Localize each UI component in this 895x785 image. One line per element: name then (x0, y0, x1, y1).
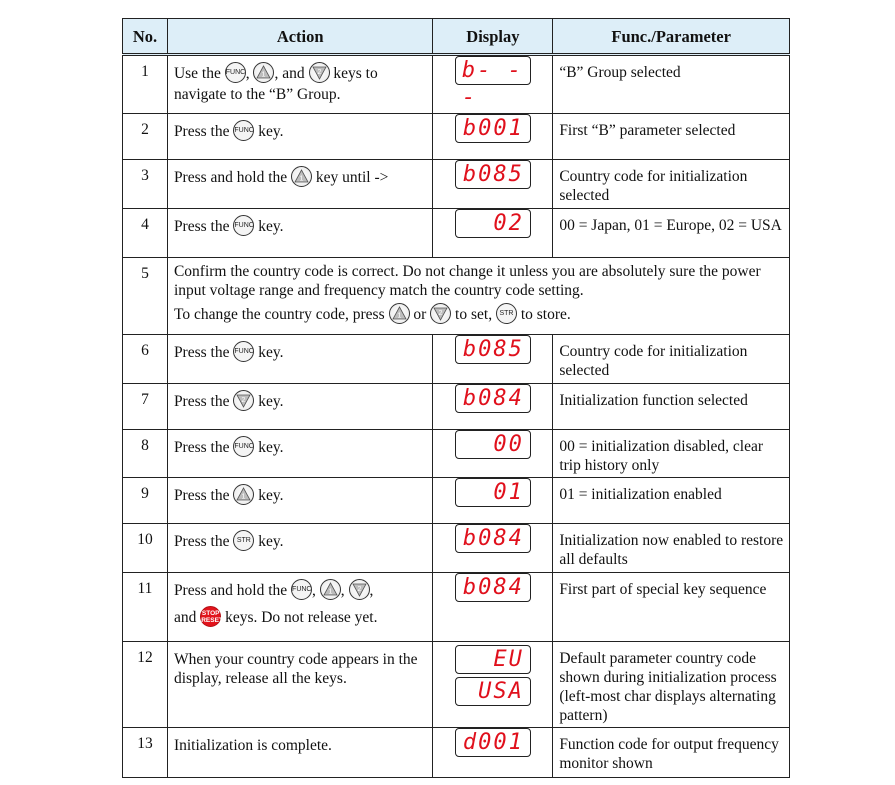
table-row (123, 114, 790, 160)
note-text: Confirm the country code is correct. Do not change it unless you are absolutely sure the power input voltage range and frequency match the country code setting. (173, 263, 761, 299)
up-key-icon (389, 303, 410, 324)
func-key-icon: FUNC (233, 436, 254, 457)
action-text: Press and hold the (173, 582, 288, 600)
func-cell: 00 = initialization disabled, clear trip history only (553, 430, 790, 478)
lcd-display: 02 (455, 209, 531, 238)
action-cell (167, 209, 433, 258)
lcd-display: 00 (455, 430, 531, 459)
step-number: 1 (123, 55, 168, 114)
table-row (123, 160, 790, 209)
svg-text:1: 1 (328, 588, 333, 596)
lcd-display: b084 (455, 573, 531, 602)
func-cell: 00 = Japan, 01 = Europe, 02 = USA (553, 209, 790, 258)
func-cell: Initialization function selected (553, 384, 790, 430)
func-cell: “B” Group selected (553, 55, 790, 114)
table-row (123, 573, 790, 642)
step-number: 12 (123, 642, 168, 728)
action-text: and (173, 609, 197, 627)
action-line (174, 608, 429, 629)
lcd-display: USA (455, 677, 531, 706)
down-key-icon (349, 579, 370, 600)
func-key-icon: FUNC (233, 120, 254, 141)
table-row (123, 728, 790, 778)
action-text: Press the (173, 439, 230, 457)
table-row (123, 55, 790, 114)
action-text: Press the (173, 393, 230, 411)
display-cell (433, 478, 553, 524)
stop-reset-key-icon (200, 606, 221, 627)
separator: , (340, 582, 345, 600)
table-row (123, 430, 790, 478)
func-key-icon: FUNC (233, 341, 254, 362)
note-cell (167, 258, 789, 335)
action-cell (167, 335, 433, 384)
display-cell (433, 573, 553, 642)
lcd-display: b084 (455, 524, 531, 553)
svg-text:1: 1 (397, 312, 401, 320)
display-cell (433, 384, 553, 430)
down-key-icon (233, 390, 254, 411)
table-header-row (123, 19, 790, 55)
action-line (174, 581, 429, 602)
func-key-icon: FUNC (233, 215, 254, 236)
action-cell (167, 478, 433, 524)
lcd-display: b001 (455, 114, 531, 143)
action-text: keys. Do not release yet. (225, 609, 378, 627)
lcd-display: 01 (455, 478, 531, 507)
func-key-icon: FUNC (225, 62, 246, 83)
table-row (123, 209, 790, 258)
header-action: Action (167, 19, 433, 55)
action-text: To change the country code, press (173, 306, 385, 324)
lcd-display: b- - - (455, 56, 531, 85)
lcd-display: b085 (455, 160, 531, 189)
procedure-table (122, 18, 790, 778)
action-text: Press the (173, 344, 230, 362)
step-number: 5 (123, 258, 168, 335)
func-cell: First part of special key sequence (553, 573, 790, 642)
action-cell (167, 160, 433, 209)
func-cell: 01 = initialization enabled (553, 478, 790, 524)
step-number: 3 (123, 160, 168, 209)
action-cell (167, 55, 433, 114)
store-key-icon: STR (233, 530, 254, 551)
step-number: 8 (123, 430, 168, 478)
step-number: 10 (123, 524, 168, 573)
func-cell: First “B” parameter selected (553, 114, 790, 160)
down-key-icon (309, 62, 330, 83)
step-number: 4 (123, 209, 168, 258)
display-cell (433, 335, 553, 384)
svg-text:1: 1 (262, 71, 266, 79)
table-row (123, 335, 790, 384)
svg-text:2: 2 (241, 397, 246, 404)
action-cell (167, 524, 433, 573)
lcd-display: b085 (455, 335, 531, 364)
step-number: 11 (123, 573, 168, 642)
func-cell: Country code for initialization selected (553, 335, 790, 384)
svg-text:1: 1 (299, 175, 304, 183)
reset-key-label: RESET (201, 617, 223, 624)
action-text: Use the (173, 65, 221, 83)
step-number: 6 (123, 335, 168, 384)
separator: , and (274, 65, 305, 83)
step-number: 13 (123, 728, 168, 778)
action-cell (167, 114, 433, 160)
display-cell (433, 160, 553, 209)
func-key-icon: FUNC (291, 579, 312, 600)
action-text: keys to navigate to the “B” Group. (173, 65, 378, 103)
display-cell (433, 55, 553, 114)
action-text: key until -> (315, 169, 389, 187)
note-line (174, 305, 785, 326)
table-row (123, 642, 790, 728)
display-cell (433, 524, 553, 573)
func-cell: Default parameter country code shown during initialization process (left-most char displays alternating pattern) (553, 642, 790, 728)
action-text: Press and hold the (173, 169, 288, 187)
header-display: Display (433, 19, 553, 55)
action-text: key. (258, 533, 284, 551)
action-text: Press the (173, 218, 230, 236)
table-row (123, 524, 790, 573)
action-text: Press the (173, 123, 230, 141)
table-row (123, 258, 790, 335)
up-key-icon (291, 166, 312, 187)
action-cell: When your country code appears in the display, release all the keys. (167, 642, 433, 728)
display-cell (433, 430, 553, 478)
down-key-icon (430, 303, 451, 324)
action-cell (167, 384, 433, 430)
action-cell (167, 430, 433, 478)
separator: or (413, 306, 427, 324)
table-row (123, 384, 790, 430)
up-key-icon (253, 62, 274, 83)
separator: , (369, 582, 374, 600)
action-text: Press the (173, 487, 230, 505)
header-func-parameter: Func./Parameter (553, 19, 790, 55)
action-cell (167, 573, 433, 642)
separator: , (245, 65, 250, 83)
header-no: No. (123, 19, 168, 55)
lcd-display: EU (455, 645, 531, 674)
func-cell: Country code for initialization selected (553, 160, 790, 209)
action-text: key. (258, 439, 284, 457)
action-text: key. (258, 123, 284, 141)
display-cell (433, 642, 553, 728)
step-number: 7 (123, 384, 168, 430)
action-text: to set, (455, 306, 493, 324)
action-text: Press the (173, 533, 230, 551)
lcd-display: b084 (455, 384, 531, 413)
separator: , (312, 582, 316, 600)
action-text: key. (258, 487, 284, 505)
action-text: key. (258, 344, 284, 362)
svg-text:2: 2 (357, 586, 361, 593)
svg-text:1: 1 (241, 493, 246, 501)
display-cell (433, 728, 553, 778)
action-text: to store. (520, 306, 571, 324)
up-key-icon (320, 579, 341, 600)
action-text: key. (258, 218, 284, 236)
step-number: 2 (123, 114, 168, 160)
lcd-display: d001 (455, 728, 531, 757)
step-number: 9 (123, 478, 168, 524)
action-text: key. (258, 393, 284, 411)
display-cell (433, 114, 553, 160)
stop-key-label: STOP (201, 610, 220, 617)
store-key-icon: STR (496, 303, 517, 324)
display-cell (433, 209, 553, 258)
func-cell: Initialization now enabled to restore all defaults (553, 524, 790, 573)
svg-text:2: 2 (317, 69, 321, 76)
action-cell: Initialization is complete. (167, 728, 433, 778)
up-key-icon (233, 484, 254, 505)
svg-text:2: 2 (438, 310, 443, 317)
func-cell: Function code for output frequency monitor shown (553, 728, 790, 778)
table-row (123, 478, 790, 524)
